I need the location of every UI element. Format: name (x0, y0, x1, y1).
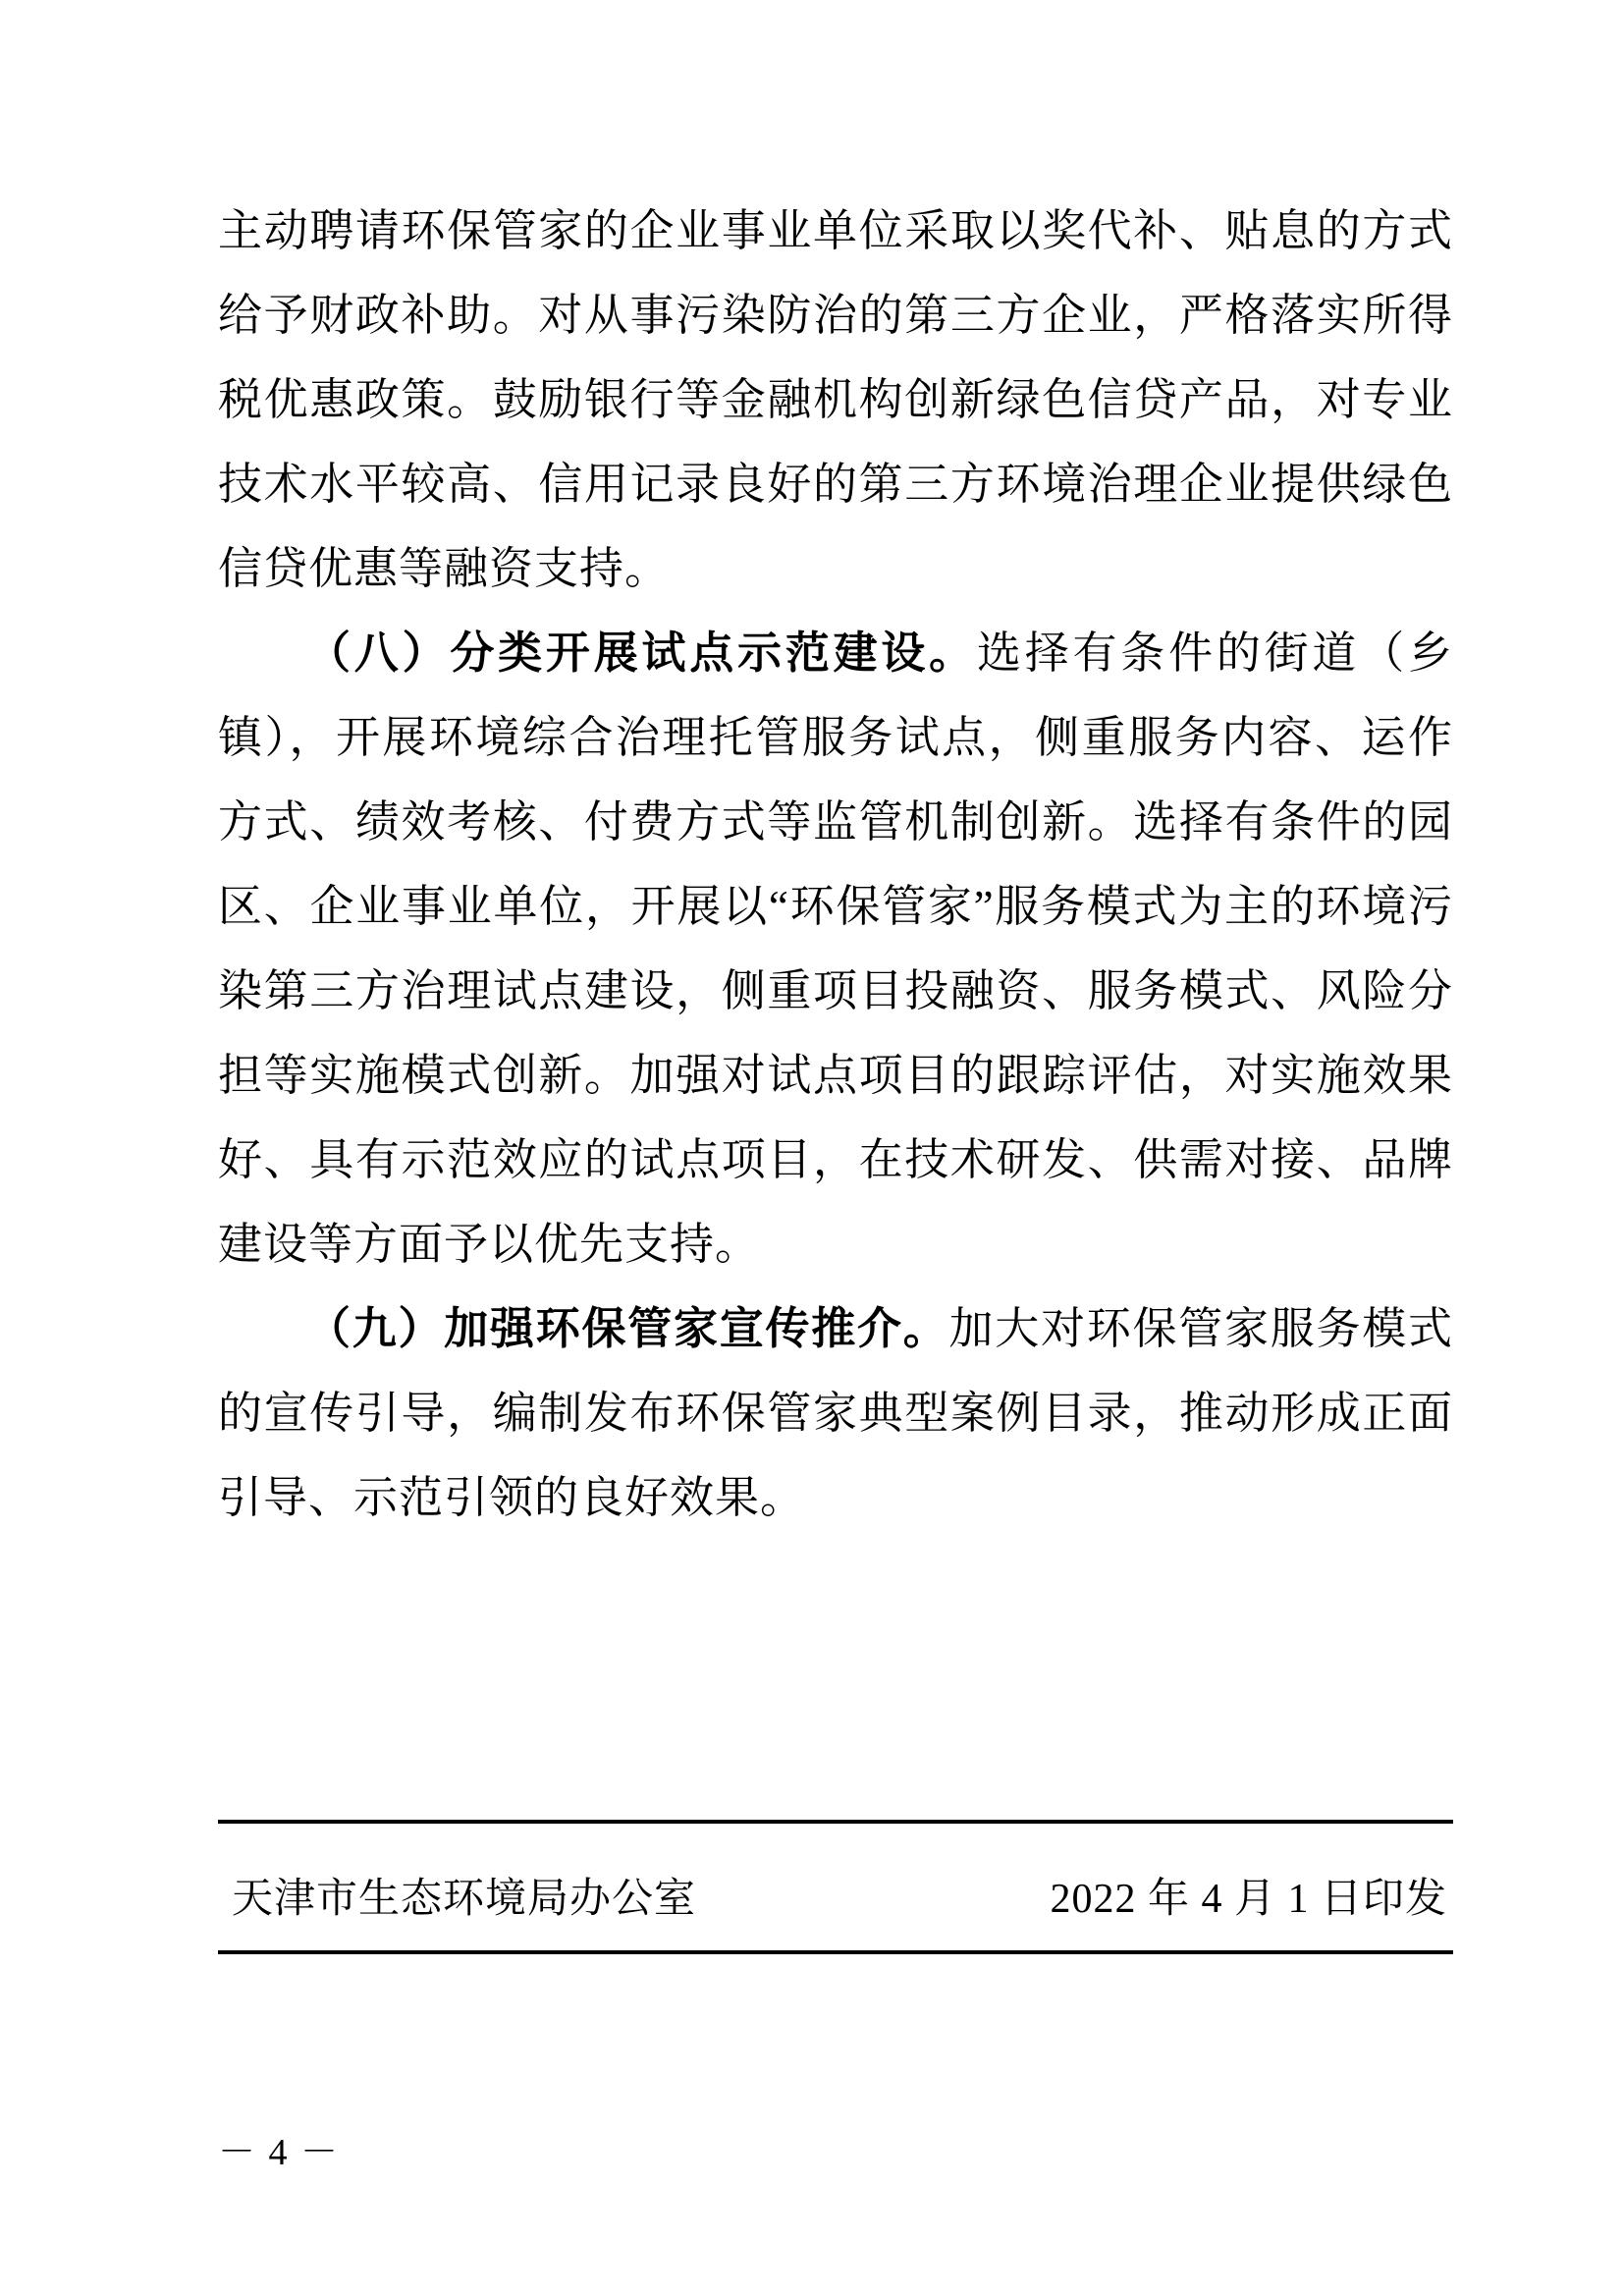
body-paragraph (218, 611, 1453, 1286)
paragraph-lead: （九）加强环保管家宣传推介。 (306, 1304, 949, 1353)
footer-print-date: 2022 年 4 月 1 日印发 (1050, 1877, 1447, 1922)
paragraph-text: 选择有条件的街道（乡镇），开展环境综合治理托管服务试点，侧重服务内容、运作方式、绩效考核、付费方式等监管机制创新。选择有条件的园区、企业事业单位，开展以“环保管家”服务模式为主的环境污染第三方治理试点建设，侧重项目投融资、服务模式、风险分担等实施模式创新。加强对试点项目的跟踪评估，对实施效果好、具有示范效应的试点项目，在技术研发、供需对接、品牌建设等方面予以优先支持。 (218, 629, 1453, 1269)
footer-rule-bottom (218, 1950, 1453, 1954)
paragraph-lead: （八）分类开展试点示范建设。 (306, 629, 977, 678)
body-paragraph (218, 1286, 1453, 1540)
footer-row (218, 1846, 1453, 1944)
paragraph-text: 加大对环保管家服务模式的宣传引导，编制发布环保管家典型案例目录，推动形成正面引导、示范引领的良好效果。 (218, 1304, 1453, 1522)
document-body (218, 189, 1453, 1540)
body-paragraph (218, 189, 1453, 611)
paragraph-text: 主动聘请环保管家的企业事业单位采取以奖代补、贴息的方式给予财政补助。对从事污染防治的第三方企业，严格落实所得税优惠政策。鼓励银行等金融机构创新绿色信贷产品，对专业技术水平较高、信用记录良好的第三方环境治理企业提供绿色信贷优惠等融资支持。 (218, 206, 1453, 593)
footer-rule-top (218, 1820, 1453, 1824)
footer-issuer: 天津市生态环境局办公室 (232, 1877, 697, 1922)
page-number: － 4 － (218, 2132, 341, 2173)
